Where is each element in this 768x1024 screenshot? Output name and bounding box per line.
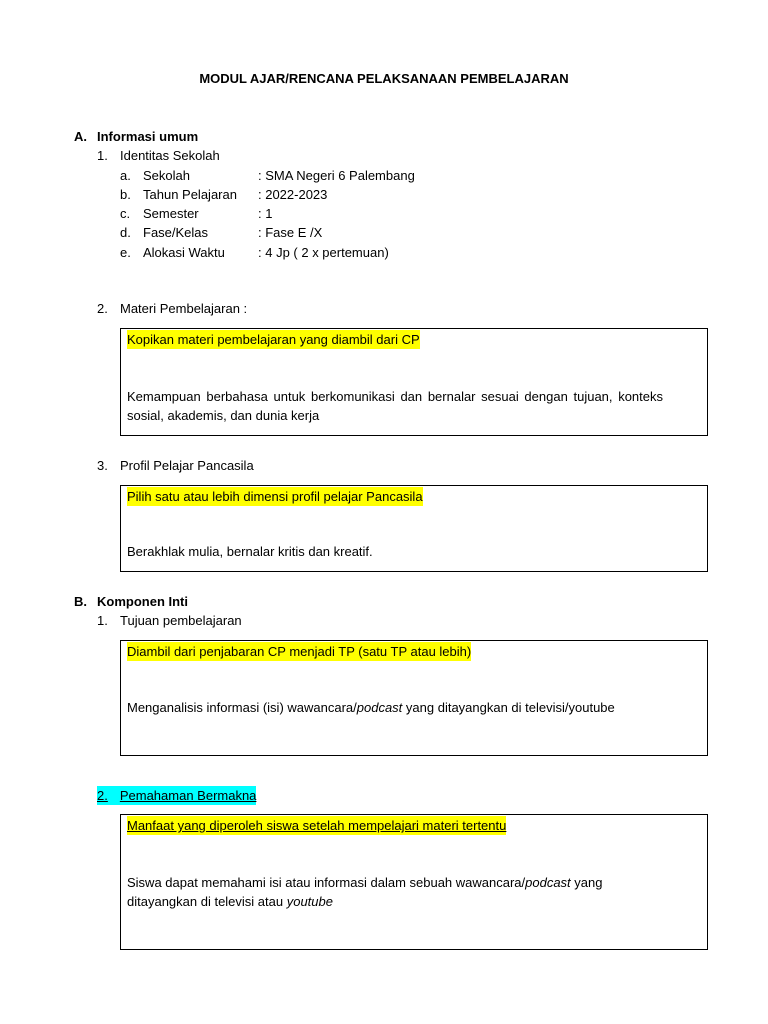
tujuan-body-italic: podcast <box>356 700 403 715</box>
tujuan-box-header: Diambil dari penjabaran CP menjadi TP (satu TP atau lebih) <box>127 644 472 659</box>
tujuan-box <box>120 640 708 756</box>
identity-key: Tahun Pelajaran <box>143 187 237 202</box>
identity-key: Fase/Kelas <box>143 225 209 240</box>
identity-value: : 1 <box>258 206 273 221</box>
identity-key: Semester <box>143 206 199 221</box>
section-a-heading: Informasi umum <box>97 129 199 144</box>
tujuan-body-text: Menganalisis informasi (isi) wawancara/ <box>127 700 357 715</box>
tujuan-heading: Tujuan pembelajaran <box>120 613 242 628</box>
pemahaman-body-text: Siswa dapat memahami isi atau informasi dalam sebuah wawancara/ <box>127 875 526 890</box>
identity-letter: d. <box>120 225 131 240</box>
identity-letter: b. <box>120 187 131 202</box>
profil-box-body: Berakhlak mulia, bernalar kritis dan kreatif. <box>127 544 373 559</box>
section-a-marker: A. <box>74 129 87 144</box>
pemahaman-number: 2. <box>97 788 108 803</box>
identity-value: : Fase E /X <box>258 225 323 240</box>
identity-key: Alokasi Waktu <box>143 245 225 260</box>
identity-number: 1. <box>97 148 108 163</box>
materi-number: 2. <box>97 301 108 316</box>
profil-box <box>120 485 708 572</box>
section-b-marker: B. <box>74 594 87 609</box>
profil-box-header: Pilih satu atau lebih dimensi profil pelajar Pancasila <box>127 489 423 504</box>
pemahaman-heading-highlight <box>97 786 256 805</box>
pemahaman-box-body <box>127 873 647 911</box>
profil-heading: Profil Pelajar Pancasila <box>120 458 254 473</box>
pemahaman-body-italic-end: youtube <box>286 894 333 909</box>
identity-letter: a. <box>120 168 131 183</box>
pemahaman-body-text-mid: yang ditayangkan di televisi atau <box>127 875 603 909</box>
materi-box-body: Kemampuan berbahasa untuk berkomunikasi dan bernalar sesuai dengan tujuan, konteks sosial, akademis, dan dunia kerja <box>127 389 663 423</box>
identity-letter: e. <box>120 245 131 260</box>
pemahaman-box <box>120 814 708 950</box>
identity-value: : SMA Negeri 6 Palembang <box>258 168 415 183</box>
identity-letter: c. <box>120 206 131 221</box>
section-b-heading: Komponen Inti <box>97 594 188 609</box>
materi-box <box>120 328 708 436</box>
document-title: MODUL AJAR/RENCANA PELAKSANAAN PEMBELAJARAN <box>199 71 569 86</box>
identity-key: Sekolah <box>143 168 190 183</box>
identity-value: : 4 Jp ( 2 x pertemuan) <box>258 245 389 260</box>
tujuan-body-text-end: yang ditayangkan di televisi/youtube <box>402 700 615 715</box>
tujuan-box-body <box>127 698 701 717</box>
identity-heading: Identitas Sekolah <box>120 148 220 163</box>
tujuan-number: 1. <box>97 613 108 628</box>
pemahaman-box-header: Manfaat yang diperoleh siswa setelah mempelajari materi tertentu <box>127 818 507 833</box>
identity-value: : 2022-2023 <box>258 187 328 202</box>
materi-box-header: Kopikan materi pembelajaran yang diambil dari CP <box>127 332 420 347</box>
materi-heading: Materi Pembelajaran : <box>120 301 248 316</box>
profil-number: 3. <box>97 458 108 473</box>
pemahaman-heading: Pemahaman Bermakna <box>119 788 257 803</box>
pemahaman-body-italic: podcast <box>525 875 571 890</box>
